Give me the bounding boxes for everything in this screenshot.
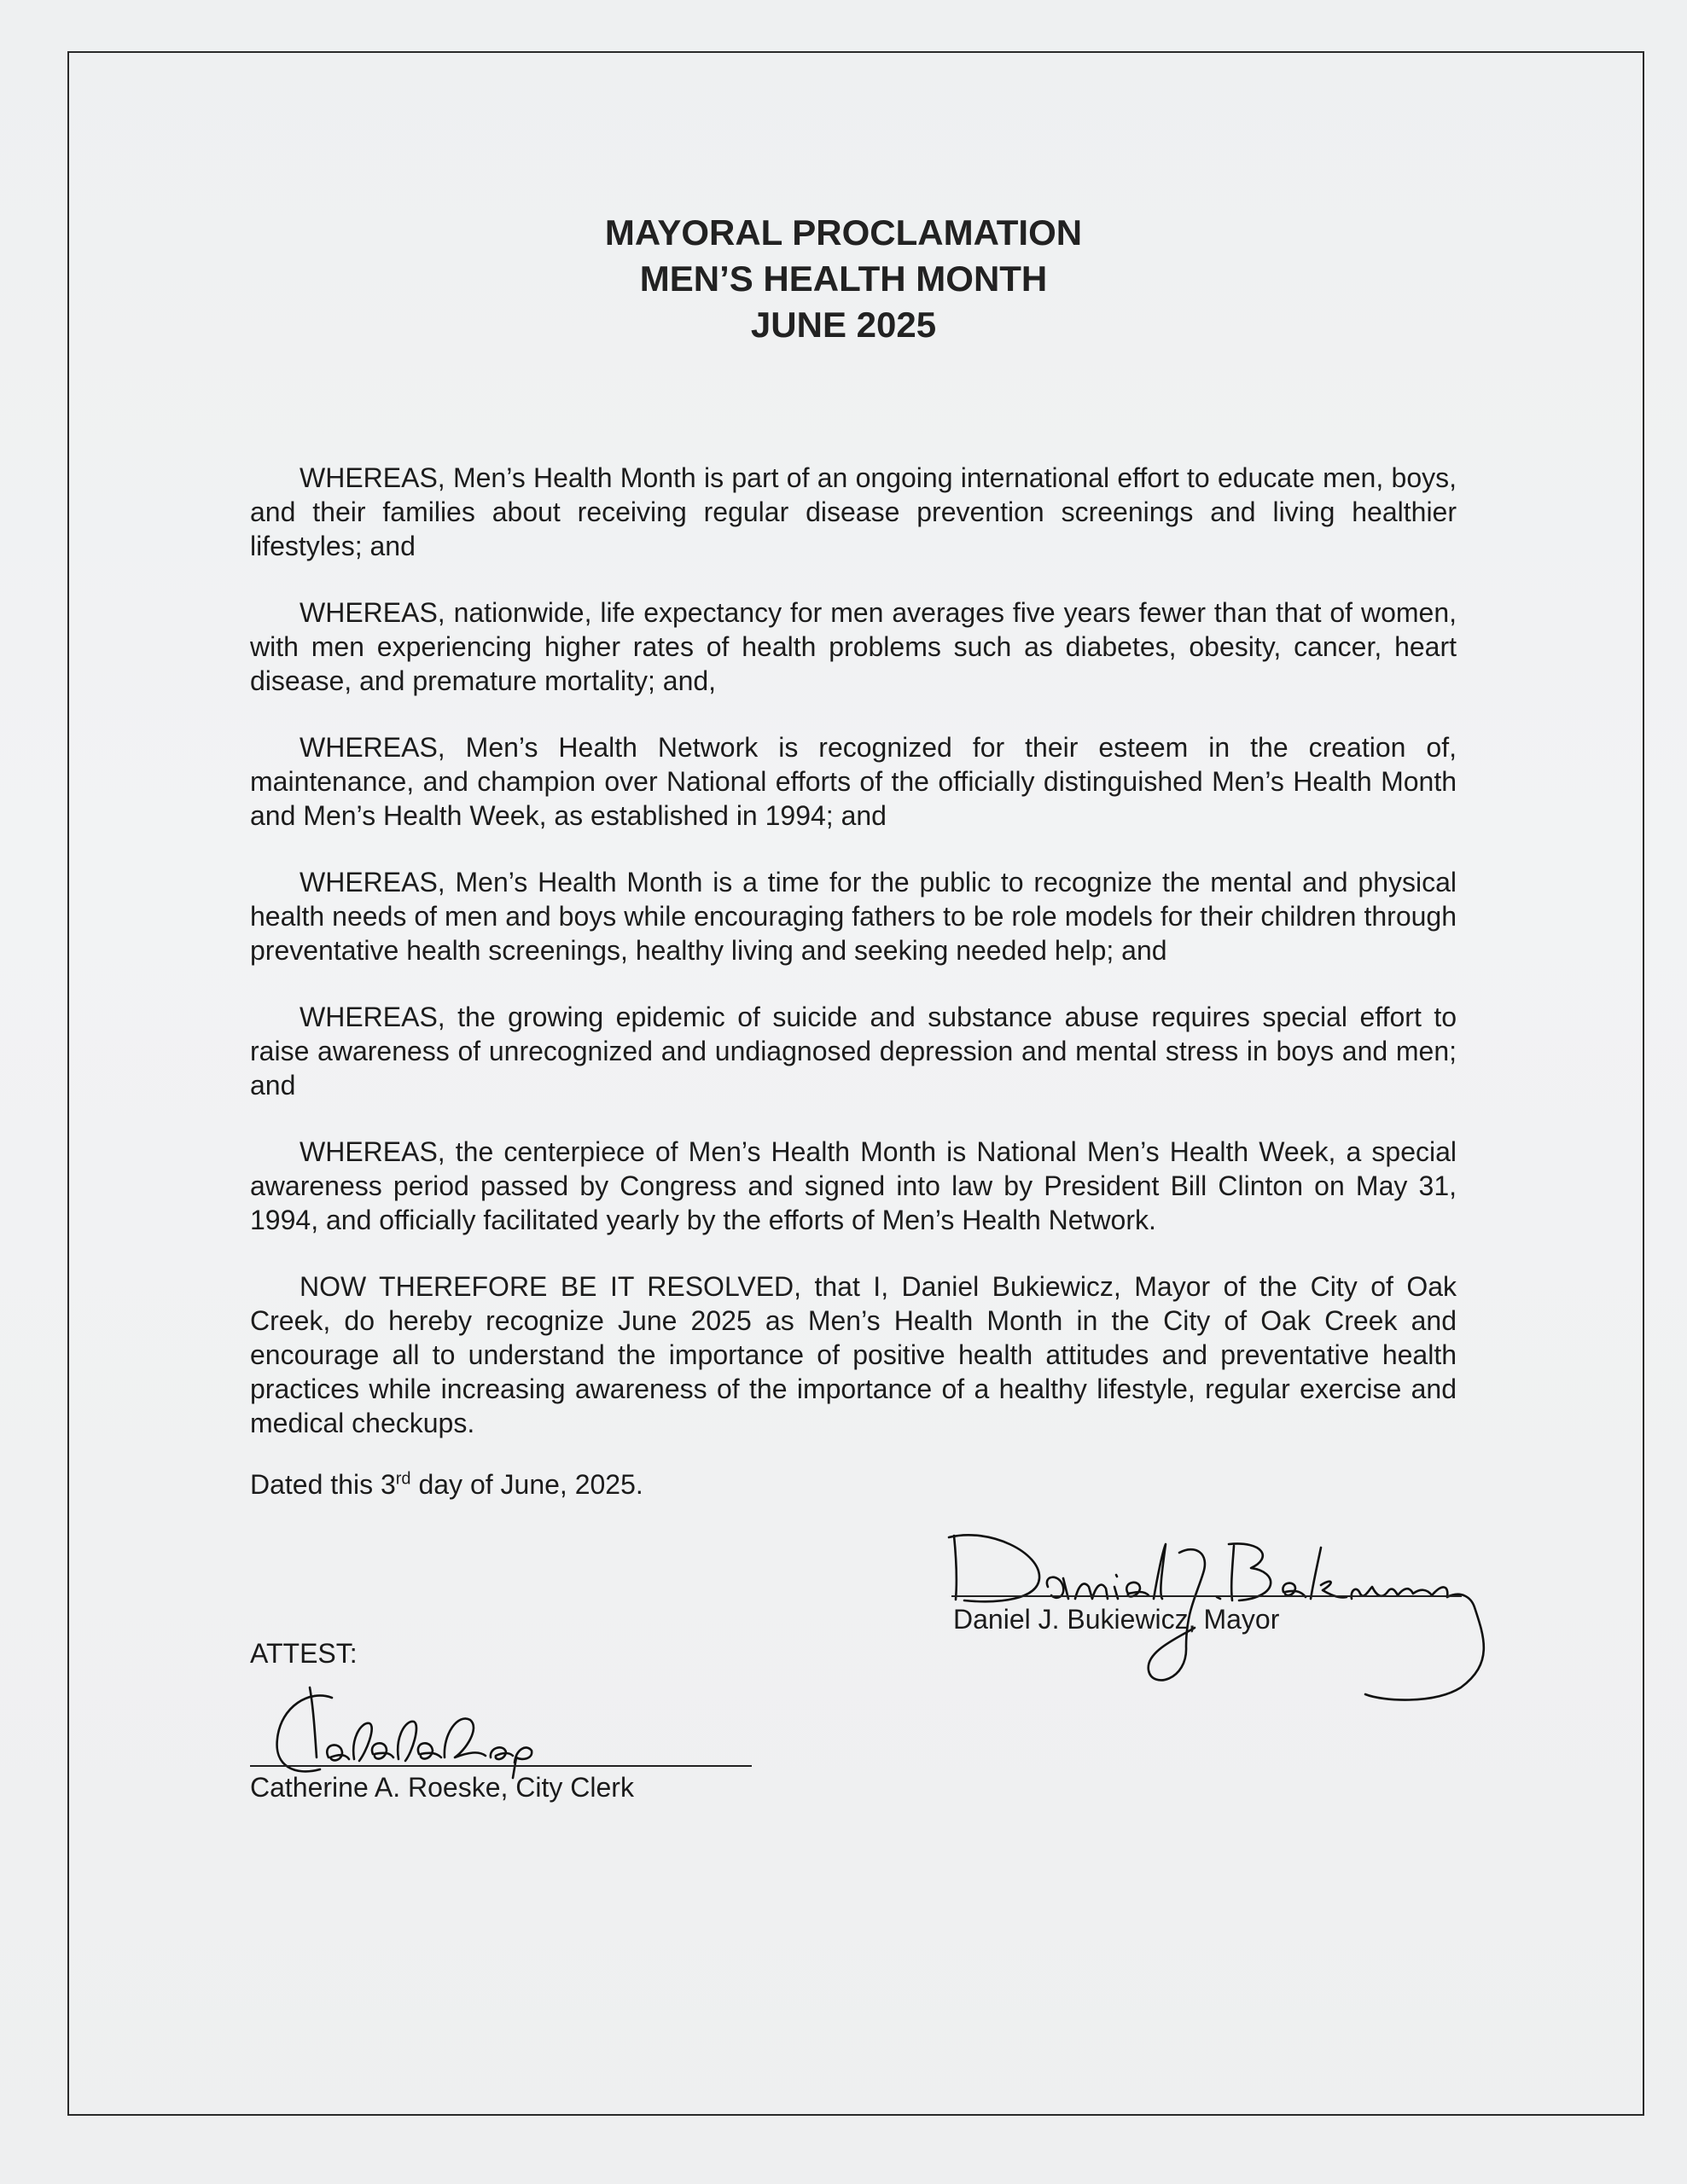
clerk-signature-line [250,1765,752,1767]
mayor-name-title: Daniel J. Bukiewicz, Mayor [953,1604,1280,1635]
whereas-paragraph-5: WHEREAS, the growing epidemic of suicide and substance abuse requires special effort to raise awareness of unrecognized and undiagnosed depression and mental stress in boys and men; and [250,1002,1457,1101]
heading-line-2: MEN’S HEALTH MONTH [639,258,1048,299]
dated-prefix: Dated this 3 [250,1469,396,1500]
dated-line [250,1467,643,1502]
heading-line-3: JUNE 2025 [750,305,937,345]
clerk-name-title: Catherine A. Roeske, City Clerk [250,1772,634,1803]
resolution-paragraph: NOW THEREFORE BE IT RESOLVED, that I, Daniel Bukiewicz, Mayor of the City of Oak Creek, do hereby recognize June 2025 as Men’s Health Month in the City of Oak Creek and encourage all to understand the importance of positive health attitudes and preventative health practices while increasing awareness of the importance of a healthy lifestyle, regular exercise and medical checkups. [250,1271,1457,1438]
dated-suffix: day of June, 2025. [410,1469,643,1500]
heading-line-1: MAYORAL PROCLAMATION [604,212,1083,253]
whereas-paragraph-2: WHEREAS, nationwide, life expectancy for men averages five years fewer than that of women, with men experiencing higher rates of health problems such as diabetes, obesity, cancer, heart disease, and premature mortality; and, [250,597,1457,696]
whereas-paragraph-3: WHEREAS, Men’s Health Network is recognized for their esteem in the creation of, maintenance, and champion over National efforts of the officially distinguished Men’s Health Month and Men’s Health Week, as established in 1994; and [250,732,1457,831]
whereas-paragraph-4: WHEREAS, Men’s Health Month is a time for the public to recognize the mental and physical health needs of men and boys while encouraging fathers to be role models for their children through preventative health screenings, healthy living and seeking needed help; and [250,867,1457,966]
whereas-paragraph-1: WHEREAS, Men’s Health Month is part of an ongoing international effort to educate men, boys, and their families about receiving regular disease prevention screenings and living healthier lifestyles; and [250,462,1457,561]
whereas-paragraph-6: WHEREAS, the centerpiece of Men’s Health Month is National Men’s Health Week, a special awareness period passed by Congress and signed into law by President Bill Clinton on May 31, 1994, and officially facilitated yearly by the efforts of Men’s Health Network. [250,1136,1457,1235]
attest-label: ATTEST: [250,1638,358,1669]
proclamation-heading [0,210,1687,348]
dated-ordinal: rd [395,1469,411,1489]
mayor-signature-line [951,1595,1462,1597]
proclamation-body [250,461,1457,1472]
